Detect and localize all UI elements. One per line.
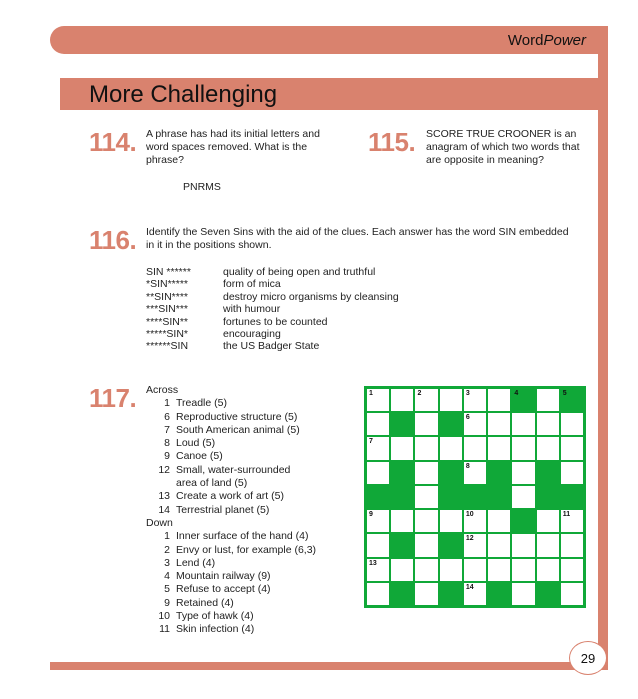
crossword-cell[interactable] (463, 461, 487, 485)
crossword-cell-number: 6 (465, 414, 470, 422)
question-116-text (146, 226, 569, 252)
down-clue (146, 570, 316, 583)
right-border (598, 54, 608, 666)
crossword-block (463, 485, 487, 509)
crossword-cell-number: 10 (465, 511, 474, 519)
text-line: word spaces removed. What is the (146, 141, 308, 153)
crossword-block (511, 388, 535, 412)
clue-text: Refuse to accept (4) (176, 583, 271, 596)
text-line: Power (543, 32, 586, 49)
clue-number: 3 (164, 556, 170, 569)
across-label: Across (146, 384, 179, 396)
sin-row (146, 303, 399, 315)
crossword-cell[interactable] (366, 509, 390, 533)
crossword-cell[interactable] (390, 558, 414, 582)
crossword-cell[interactable] (560, 582, 584, 606)
down-clue (146, 530, 316, 543)
crossword-cell[interactable] (560, 533, 584, 557)
clue-number: 8 (164, 437, 170, 450)
crossword-cell[interactable] (536, 533, 560, 557)
sin-pattern: ****SIN** (146, 315, 189, 328)
crossword-block (439, 582, 463, 606)
sin-pattern: **SIN**** (146, 290, 189, 303)
clue-text: Retained (4) (176, 596, 234, 609)
crossword-cell-number: 13 (369, 559, 377, 567)
clue-number: 1 (164, 530, 170, 543)
crossword-block (487, 485, 511, 509)
crossword-cell[interactable] (414, 533, 438, 557)
crossword-cell[interactable] (414, 558, 438, 582)
crossword-cell[interactable] (463, 533, 487, 557)
crossword-cell[interactable] (560, 509, 584, 533)
crossword-cell[interactable] (414, 582, 438, 606)
down-clue (146, 557, 316, 570)
crossword-cell[interactable] (366, 388, 390, 412)
crossword-cell[interactable] (511, 412, 535, 436)
across-clue (146, 450, 316, 463)
sin-row (146, 328, 399, 340)
across-clue (146, 411, 316, 424)
crossword-block (390, 582, 414, 606)
crossword-cell[interactable] (487, 436, 511, 460)
crossword-block (439, 485, 463, 509)
crossword-cell-number: 8 (465, 462, 470, 470)
sin-clue: destroy micro organisms by cleansing (223, 290, 399, 303)
clue-number: 7 (164, 423, 170, 436)
across-clue (146, 437, 316, 450)
crossword-block (439, 412, 463, 436)
sin-row (146, 266, 399, 278)
crossword-block (366, 485, 390, 509)
crossword-cell[interactable] (511, 558, 535, 582)
crossword-cell[interactable] (536, 412, 560, 436)
crossword-cell[interactable] (463, 582, 487, 606)
crossword-grid (364, 386, 586, 608)
sin-pattern: ******SIN (146, 340, 189, 353)
question-114-text (146, 128, 320, 167)
crossword-block (536, 582, 560, 606)
crossword-cell[interactable] (511, 485, 535, 509)
text-line: SCORE TRUE CROONER is an (426, 128, 577, 140)
clue-number: 13 (158, 490, 170, 503)
down-clue (146, 583, 316, 596)
sin-row (146, 340, 399, 352)
crossword-cell[interactable] (487, 388, 511, 412)
clue-number: 2 (164, 543, 170, 556)
crossword-block (390, 533, 414, 557)
sin-clue: form of mica (223, 278, 281, 291)
crossword-cell[interactable] (487, 412, 511, 436)
down-clue (146, 544, 316, 557)
text-line: in it in the positions shown. (146, 239, 272, 251)
across-clue (146, 504, 316, 517)
clue-number: 6 (164, 410, 170, 423)
crossword-clues (146, 384, 316, 637)
question-117-number: 117. (89, 383, 137, 413)
crossword-cell[interactable] (463, 558, 487, 582)
crossword-cell[interactable] (439, 558, 463, 582)
brand-title (508, 32, 586, 49)
clue-text: Canoe (5) (176, 450, 223, 463)
crossword-cell[interactable] (390, 509, 414, 533)
crossword-block (560, 485, 584, 509)
right-border-top (598, 26, 608, 56)
sin-pattern: *****SIN* (146, 328, 189, 341)
crossword-cell[interactable] (463, 436, 487, 460)
crossword-cell[interactable] (536, 388, 560, 412)
crossword-cell[interactable] (414, 388, 438, 412)
crossword-cell[interactable] (439, 509, 463, 533)
sin-row (146, 291, 399, 303)
down-clue (146, 610, 316, 623)
crossword-cell[interactable] (511, 436, 535, 460)
crossword-cell[interactable] (366, 461, 390, 485)
sin-clue: with humour (223, 303, 281, 316)
crossword-cell[interactable] (536, 509, 560, 533)
across-clue (146, 424, 316, 437)
clue-text: Terrestrial planet (5) (176, 503, 270, 516)
crossword-cell[interactable] (560, 558, 584, 582)
crossword-cell[interactable] (439, 436, 463, 460)
crossword-cell[interactable] (390, 388, 414, 412)
crossword-cell-number: 14 (465, 583, 474, 591)
clue-number: 9 (164, 596, 170, 609)
crossword-cell[interactable] (536, 436, 560, 460)
clue-text: Small, water-surrounded (176, 463, 291, 476)
crossword-cell-number: 2 (417, 390, 422, 397)
clue-number: 4 (164, 570, 170, 583)
text-line: Identify the Seven Sins with the aid of the clues. Each answer has the word SIN embedded (146, 226, 569, 238)
clue-text: Reproductive structure (5) (176, 410, 298, 423)
crossword-block (390, 412, 414, 436)
crossword-cell-number: 12 (465, 535, 474, 543)
crossword-cell[interactable] (414, 436, 438, 460)
crossword-cell[interactable] (463, 388, 487, 412)
crossword-cell[interactable] (487, 558, 511, 582)
clue-number: 5 (164, 583, 170, 596)
question-115-text (426, 128, 580, 167)
crossword-cell[interactable] (511, 461, 535, 485)
crossword-cell[interactable] (487, 533, 511, 557)
crossword-cell[interactable] (511, 533, 535, 557)
crossword-cell[interactable] (439, 388, 463, 412)
crossword-block (390, 461, 414, 485)
sin-row (146, 316, 399, 328)
clue-number: 9 (164, 450, 170, 463)
question-114-number: 114. (89, 127, 137, 157)
crossword-cell[interactable] (511, 582, 535, 606)
clue-text: Envy or lust, for example (6,3) (176, 543, 317, 556)
clue-number: 1 (164, 397, 170, 410)
crossword-cell[interactable] (560, 461, 584, 485)
crossword-cell[interactable] (560, 436, 584, 460)
across-clue (146, 464, 316, 477)
across-clue (146, 477, 316, 490)
page-number: 29 (569, 641, 607, 675)
clue-number: 11 (159, 623, 170, 636)
clue-text: Type of hawk (4) (176, 610, 254, 623)
clue-text: Mountain railway (9) (176, 570, 271, 583)
down-clue (146, 623, 316, 636)
crossword-cell[interactable] (414, 412, 438, 436)
crossword-cell-number: 9 (369, 511, 373, 519)
clue-text: Lend (4) (176, 556, 216, 569)
crossword-cell-number: 1 (369, 390, 373, 397)
clue-number: 12 (158, 463, 170, 476)
text-line: phrase? (146, 154, 184, 166)
sin-clue: encouraging (223, 328, 281, 341)
crossword-block (439, 461, 463, 485)
crossword-block (487, 461, 511, 485)
crossword-block (511, 509, 535, 533)
across-clue (146, 490, 316, 503)
crossword-cell[interactable] (414, 461, 438, 485)
question-114-puzzle: PNRMS (183, 181, 221, 193)
crossword-cell[interactable] (366, 558, 390, 582)
crossword-block (439, 533, 463, 557)
clue-number (146, 477, 170, 490)
crossword-cell-number: 5 (562, 390, 567, 397)
sin-clue: the US Badger State (223, 340, 320, 353)
clue-text: Treadle (5) (176, 397, 227, 410)
crossword-cell[interactable] (366, 436, 390, 460)
sin-row (146, 278, 399, 290)
sins-list (146, 266, 399, 353)
clue-text: South American animal (5) (176, 423, 300, 436)
text-line: Word (507, 32, 544, 49)
footer-band (50, 662, 608, 670)
text-line: anagram of which two words that (426, 141, 580, 153)
crossword-cell-number: 11 (562, 511, 571, 519)
crossword-cell[interactable] (560, 412, 584, 436)
sin-pattern: *SIN***** (146, 278, 189, 291)
crossword-block (536, 485, 560, 509)
clue-text: Loud (5) (176, 437, 216, 450)
crossword-block (487, 582, 511, 606)
section-title: More Challenging (89, 81, 278, 108)
crossword-cell[interactable] (536, 558, 560, 582)
crossword-cell[interactable] (366, 412, 390, 436)
question-115-number: 115. (368, 127, 416, 157)
crossword-cell-number: 3 (465, 390, 470, 397)
crossword-cell[interactable] (487, 509, 511, 533)
crossword-block (560, 388, 584, 412)
text-line: are opposite in meaning? (426, 154, 544, 166)
crossword-block (536, 461, 560, 485)
text-line: A phrase has had its initial letters and (146, 128, 320, 140)
crossword-cell[interactable] (463, 509, 487, 533)
clue-number: 14 (158, 503, 170, 516)
crossword-cell[interactable] (366, 582, 390, 606)
across-clue (146, 397, 316, 410)
sin-pattern: SIN ****** (146, 266, 191, 278)
crossword-cell-number: 7 (369, 438, 373, 446)
sin-clue: fortunes to be counted (223, 315, 328, 328)
clue-text: Inner surface of the hand (4) (176, 530, 309, 543)
crossword-cell[interactable] (414, 485, 438, 509)
clue-number: 10 (158, 610, 170, 623)
sin-clue: quality of being open and truthful (223, 266, 376, 278)
crossword-cell[interactable] (390, 436, 414, 460)
clue-text: area of land (5) (176, 477, 248, 490)
crossword-cell[interactable] (463, 412, 487, 436)
down-clue (146, 597, 316, 610)
sin-pattern: ***SIN*** (146, 303, 189, 316)
clue-text: Skin infection (4) (176, 623, 255, 636)
crossword-cell[interactable] (366, 533, 390, 557)
down-label: Down (146, 516, 173, 529)
question-116-number: 116. (89, 225, 137, 255)
crossword-cell[interactable] (414, 509, 438, 533)
crossword-cell-number: 4 (514, 390, 519, 397)
clue-text: Create a work of art (5) (176, 490, 284, 503)
crossword-block (390, 485, 414, 509)
